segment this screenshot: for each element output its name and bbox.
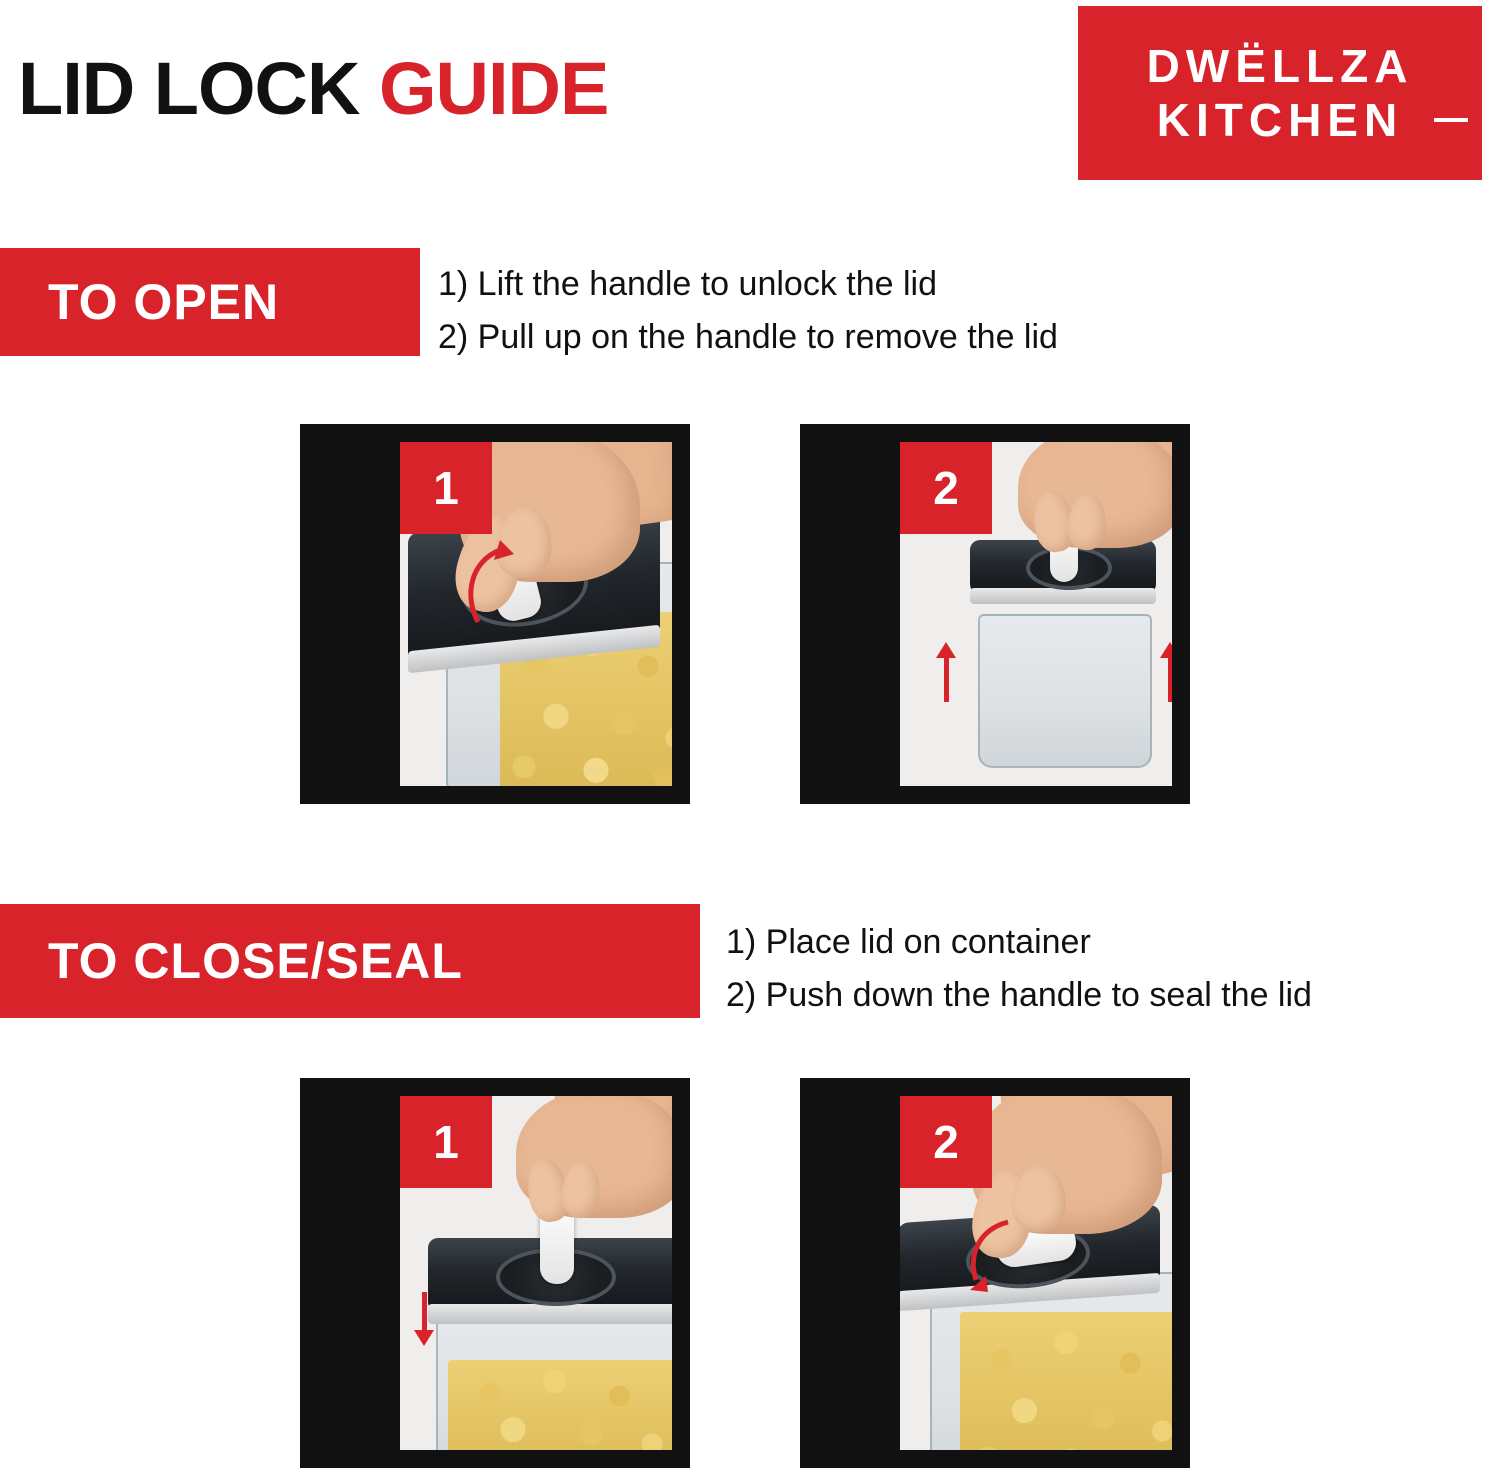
page-title-accent: GUIDE — [378, 47, 609, 130]
section-banner-to-close-label: TO CLOSE/SEAL — [48, 933, 463, 989]
photo-open-step-1 — [300, 424, 690, 804]
photo-close-step-2 — [800, 1078, 1190, 1468]
page-title — [18, 46, 608, 131]
steps-to-close — [726, 916, 1312, 1021]
page-title-main: LID LOCK — [18, 47, 379, 130]
steps-to-open — [438, 258, 1058, 363]
brand-name-line2: KITCHEN — [1156, 94, 1404, 146]
brand-name-line1: DWËLLZA — [1146, 39, 1414, 92]
section-banner-to-close — [0, 904, 700, 1018]
brand-logo — [1078, 6, 1482, 180]
rotate-arrow-icon — [460, 538, 550, 630]
photo-close-step-1-badge: 1 — [400, 1096, 492, 1188]
rotate-down-arrow-icon — [962, 1214, 1052, 1294]
photo-open-step-2-image — [900, 442, 1172, 786]
section-banner-to-open — [0, 248, 420, 356]
photo-open-step-1-badge: 1 — [400, 442, 492, 534]
section-banner-to-open-label: TO OPEN — [48, 274, 280, 330]
photo-open-step-1-image — [400, 442, 672, 786]
photo-close-step-2-badge: 2 — [900, 1096, 992, 1188]
step-to-open-1: 1) Lift the handle to unlock the lid — [438, 265, 937, 303]
photo-open-step-2 — [800, 424, 1190, 804]
photo-close-step-2-image — [900, 1096, 1172, 1450]
photo-open-step-2-badge: 2 — [900, 442, 992, 534]
brand-underline-rule — [1434, 118, 1468, 122]
step-to-open-2: 2) Pull up on the handle to remove the lid — [438, 317, 1058, 356]
photo-close-step-1-image — [400, 1096, 672, 1450]
step-to-close-2: 2) Push down the handle to seal the lid — [726, 975, 1312, 1014]
step-to-close-1: 1) Place lid on container — [726, 923, 1091, 961]
photo-close-step-1 — [300, 1078, 690, 1468]
